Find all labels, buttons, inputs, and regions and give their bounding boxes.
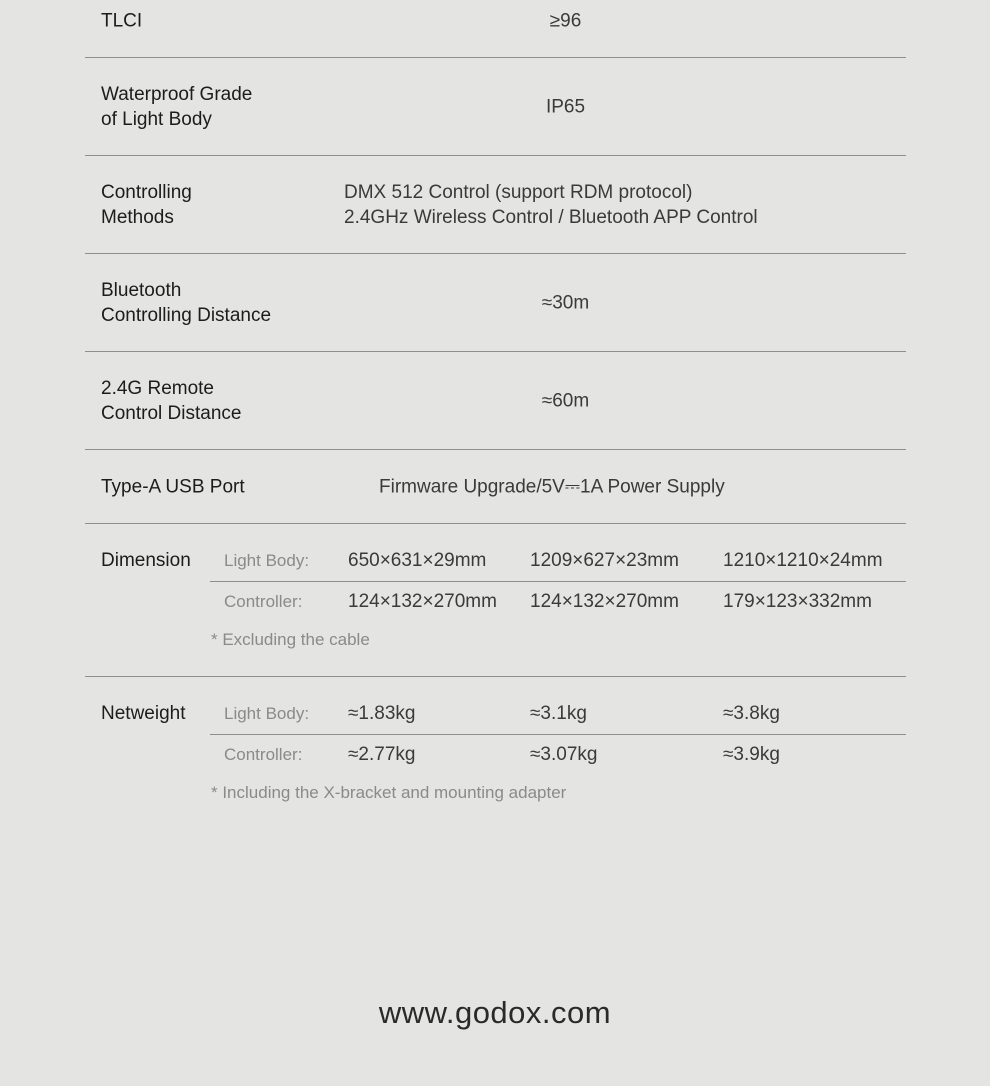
spec-row-dimension xyxy=(85,524,906,677)
dimension-light-body-row xyxy=(210,541,906,582)
spec-value: IP65 xyxy=(545,96,586,117)
netweight-value: ≈2.77kg xyxy=(348,744,416,765)
spec-row-bluetooth xyxy=(85,254,906,352)
spec-table xyxy=(85,0,906,827)
spec-label-line: Control Distance xyxy=(101,402,242,424)
spec-label xyxy=(101,180,192,230)
dimension-value: 124×132×270mm xyxy=(530,591,679,612)
spec-label-line: Controlling Distance xyxy=(101,304,272,326)
dimension-value: 650×631×29mm xyxy=(348,550,487,571)
spec-label: TLCI xyxy=(101,10,143,32)
dimension-controller-row xyxy=(210,582,906,622)
spec-value-line: DMX 512 Control (support RDM protocol) xyxy=(344,181,693,203)
dimension-value: 179×123×332mm xyxy=(723,591,872,612)
spec-value: ≥96 xyxy=(549,10,582,32)
netweight-note: * Including the X-bracket and mounting adapter xyxy=(211,783,567,802)
spec-row-netweight xyxy=(85,677,906,827)
spec-row-tlci xyxy=(85,0,906,58)
spec-value: ≈30m xyxy=(541,292,590,313)
netweight-value: ≈3.9kg xyxy=(723,744,780,765)
spec-label-line: Bluetooth xyxy=(101,279,182,301)
spec-value-line: 2.4GHz Wireless Control / Bluetooth APP Control xyxy=(344,206,758,228)
netweight-value: ≈1.83kg xyxy=(348,703,416,724)
sub-label: Controller: xyxy=(224,745,303,764)
spec-label: Netweight xyxy=(101,703,186,724)
spec-label: Dimension xyxy=(101,550,191,571)
spec-label-line: of Light Body xyxy=(101,108,212,130)
netweight-value: ≈3.1kg xyxy=(530,703,587,724)
footer-url: www.godox.com xyxy=(378,995,612,1030)
dimension-value: 124×132×270mm xyxy=(348,591,497,612)
sub-label: Light Body: xyxy=(224,704,310,723)
spec-label-line: 2.4G Remote xyxy=(101,377,214,399)
spec-label: Type-A USB Port xyxy=(101,476,245,497)
sub-label: Controller: xyxy=(224,592,303,611)
dimension-value: 1210×1210×24mm xyxy=(723,550,883,571)
sub-label: Light Body: xyxy=(224,551,310,570)
spec-row-waterproof xyxy=(85,58,906,156)
dimension-note: * Excluding the cable xyxy=(211,630,370,649)
dimension-value: 1209×627×23mm xyxy=(530,550,679,571)
netweight-light-body-row xyxy=(210,694,906,735)
spec-row-remote xyxy=(85,352,906,450)
spec-value: ≈60m xyxy=(541,390,590,411)
spec-row-usb xyxy=(85,450,906,524)
spec-label-line: Methods xyxy=(101,206,174,228)
netweight-value: ≈3.07kg xyxy=(530,744,598,765)
spec-value: Firmware Upgrade/5V⎓1A Power Supply xyxy=(379,476,725,497)
spec-label-line: Controlling xyxy=(101,181,192,203)
spec-label-line: Waterproof Grade xyxy=(101,83,253,105)
spec-value xyxy=(344,180,758,230)
netweight-controller-row xyxy=(210,735,906,775)
netweight-value: ≈3.8kg xyxy=(723,703,780,724)
spec-row-controlling xyxy=(85,156,906,254)
